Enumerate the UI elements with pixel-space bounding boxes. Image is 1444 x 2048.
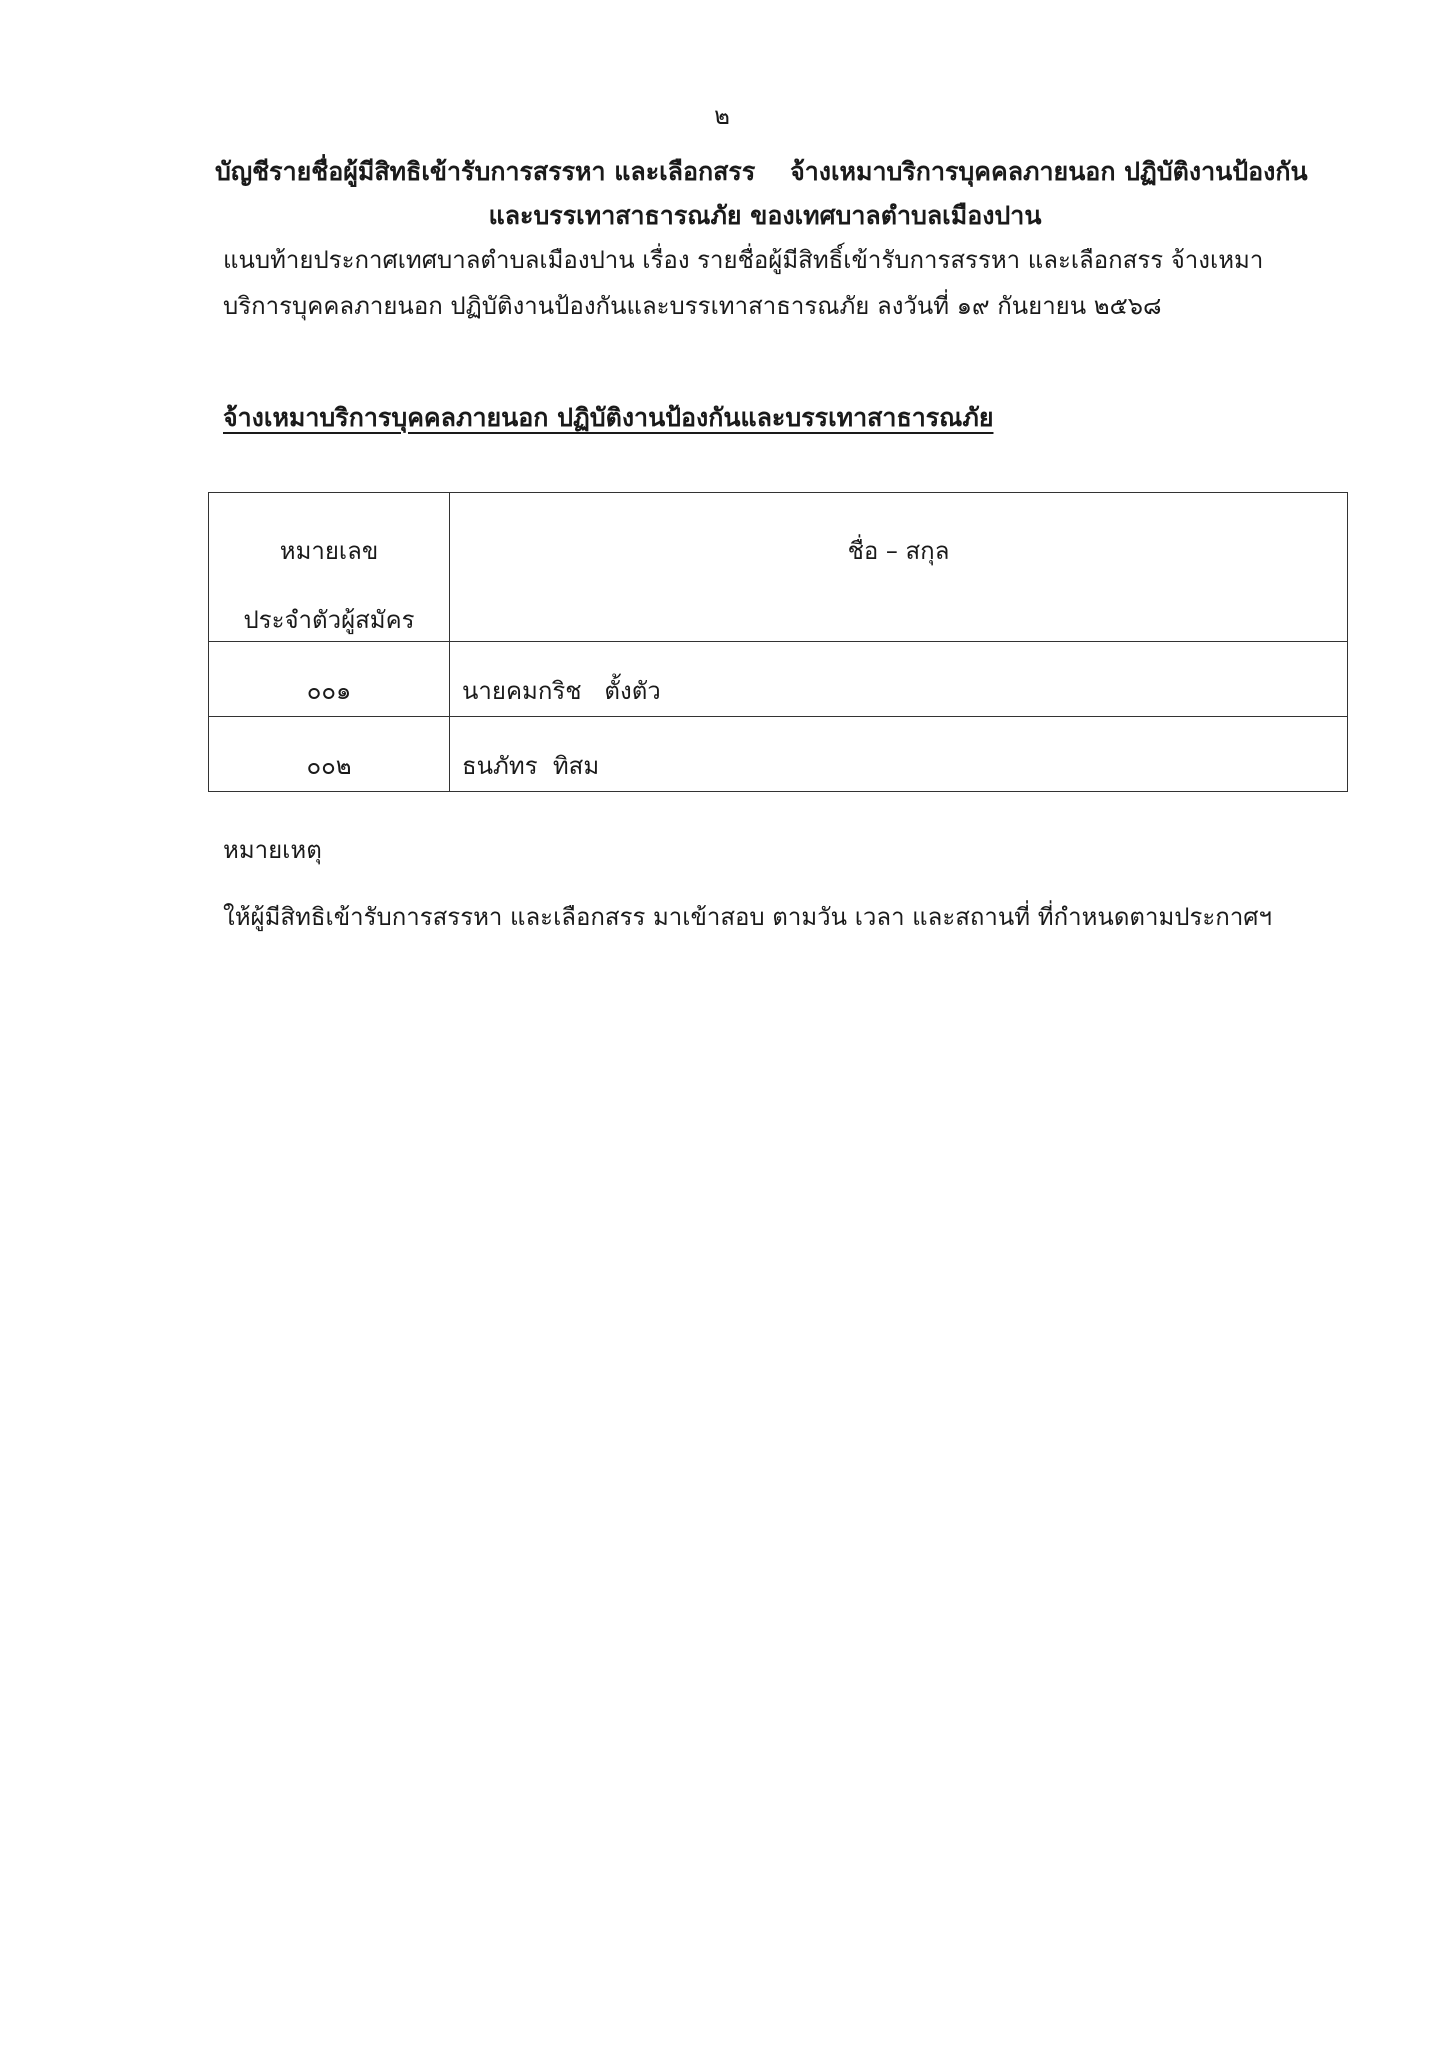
applicant-id-cell [209,642,450,717]
document-title-line-1: บัญชีรายชื่อผู้มีสิทธิเข้ารับการสรรหา และเลือกสรร จ้างเหมาบริการบุคคลภายนอก ปฏิบัติงานป้องกัน [215,157,1308,186]
intro-text-line-2: บริการบุคคลภายนอก ปฏิบัติงานป้องกันและบรรเทาสาธารณภัย ลงวันที่ ๑๙ กันยายน ๒๕๖๘ [223,292,1162,320]
intro-text-line-1: แนบท้ายประกาศเทศบาลตำบลเมืองปาน เรื่อง รายชื่อผู้มีสิทธิ์เข้ารับการสรรหา และเลือกสรร จ้างเหมา [223,246,1264,274]
applicant-id: ๐๐๑ [306,677,352,705]
header-id-line-1: หมายเลข [279,537,379,565]
applicant-name: นายคมกริช ตั้งตัว [462,677,661,705]
document-title-line-2: และบรรเทาสาธารณภัย ของเทศบาลตำบลเมืองปาน [488,201,1042,230]
applicant-name-cell [450,717,1348,792]
table-header-row [209,493,1348,642]
header-applicant-id [209,493,450,642]
candidate-table [208,492,1348,792]
note-text: ให้ผู้มีสิทธิเข้ารับการสรรหา และเลือกสรร มาเข้าสอบ ตามวัน เวลา และสถานที่ ที่กำหนดตามประกาศฯ [223,903,1273,931]
note-label: หมายเหตุ [223,836,322,864]
page-number: ๒ [714,102,730,130]
table-row [209,642,1348,717]
applicant-id: ๐๐๒ [306,752,352,780]
applicant-id-cell [209,717,450,792]
table-row [209,717,1348,792]
header-name-label: ชื่อ – สกุล [847,537,950,565]
header-id-line-2: ประจำตัวผู้สมัคร [243,606,415,634]
header-full-name [450,493,1348,642]
applicant-name: ธนภัทร ทิสม [462,752,600,780]
section-heading: จ้างเหมาบริการบุคคลภายนอก ปฏิบัติงานป้องกันและบรรเทาสาธารณภัย [223,403,994,432]
applicant-name-cell [450,642,1348,717]
